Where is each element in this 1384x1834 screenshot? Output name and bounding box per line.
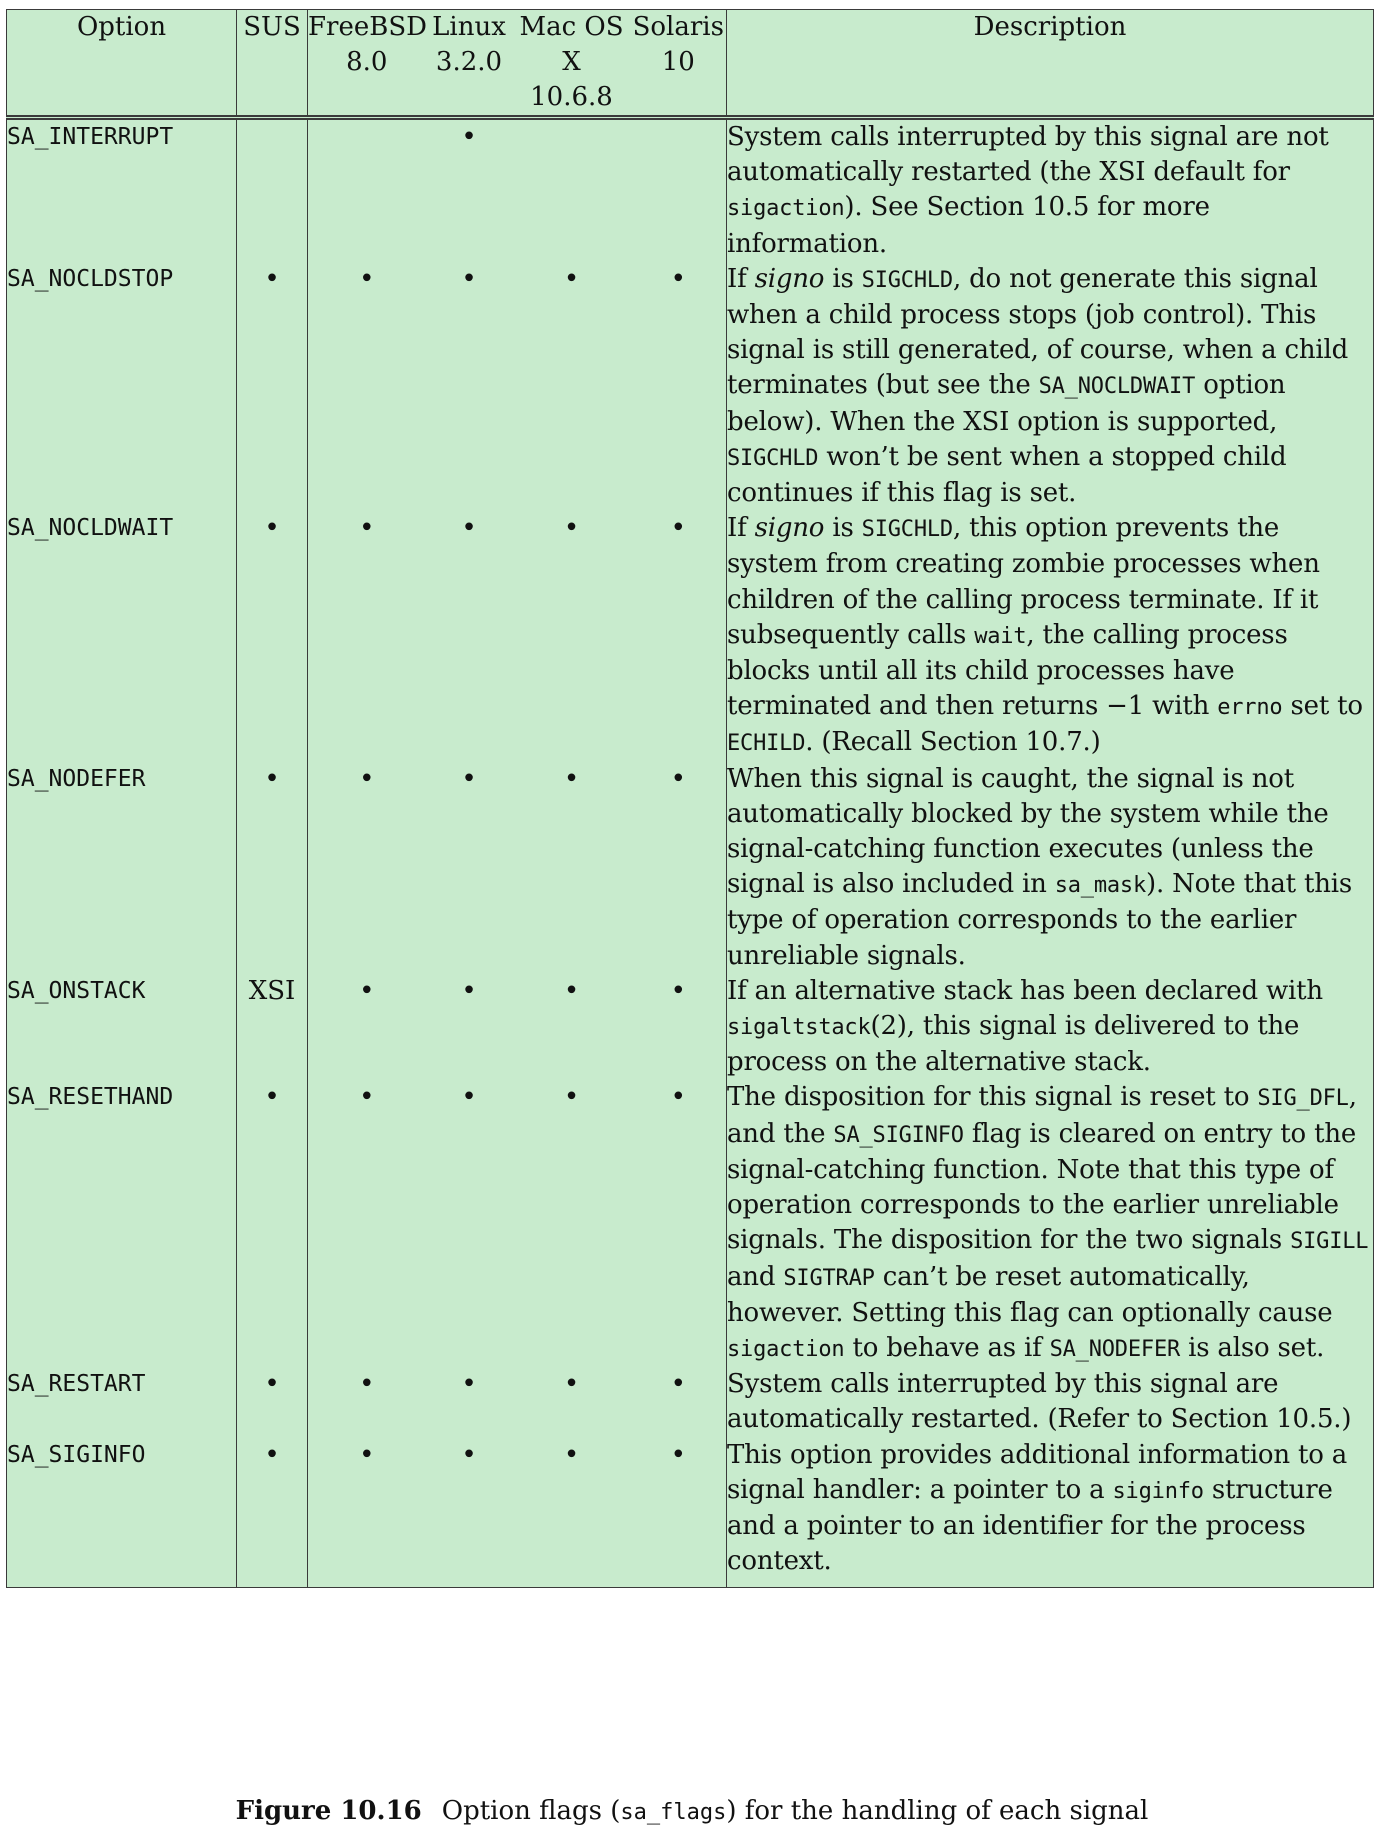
table-row [7, 762, 1374, 974]
freebsd-support-mark: • [308, 1438, 426, 1588]
text-run: Option flags ( [441, 1796, 621, 1826]
freebsd-support-mark: • [308, 262, 426, 511]
code-text: sigaction [727, 196, 845, 222]
code-text: wait [974, 623, 1027, 649]
sus-support-mark: • [237, 262, 308, 511]
table-row [7, 118, 1374, 262]
text-run: System calls interrupted by this signal are not automatically restarted (the XSI default for [727, 122, 1329, 188]
figure-label: Figure 10.16 [235, 1796, 422, 1826]
macosx-support-mark: • [563, 263, 580, 294]
freebsd-support-mark: • [308, 511, 426, 761]
sus-support-mark: • [237, 511, 308, 761]
header-solaris-name: Solaris [632, 12, 724, 42]
code-text: SIGCHLD [861, 517, 953, 543]
text-run: , the calling process blocks until all its child processes have terminated and then returns −1 with [727, 619, 1288, 722]
table-row [7, 511, 1374, 761]
text-run: If [727, 263, 755, 294]
sus-support-mark: XSI [237, 974, 308, 1081]
sus-support-mark: • [237, 1438, 308, 1588]
header-sus: SUS [237, 10, 308, 118]
code-text: SA_NOCLDWAIT [1038, 374, 1196, 400]
option-name: SA_NODEFER [7, 762, 237, 974]
table-row [7, 262, 1374, 511]
header-macosx-version: 10.6.8 [530, 82, 613, 112]
option-name: SA_SIGINFO [7, 1438, 237, 1588]
linux-support-mark: • [461, 513, 477, 544]
solaris-support-mark: • [631, 1367, 727, 1437]
code-text: SIGILL [1290, 1229, 1369, 1255]
code-text: SA_NODEFER [1049, 1336, 1181, 1362]
header-description: Description [727, 10, 1374, 118]
text-run: . (Recall Section 10.7.) [805, 727, 1101, 758]
solaris-support-mark: • [631, 762, 727, 974]
freebsd-support-mark [308, 118, 426, 262]
sus-support-mark: • [237, 1080, 308, 1367]
option-description [727, 762, 1374, 974]
text-run: is [824, 513, 862, 544]
text-run: and [727, 1261, 784, 1292]
linux-support-mark: • [461, 122, 477, 152]
option-name: SA_ONSTACK [7, 974, 237, 1081]
option-name: SA_RESTART [7, 1367, 237, 1437]
text-run: option below). When the XSI option is supported, [727, 370, 1286, 437]
text-run: structure and a pointer to an identifier for the process context. [727, 1474, 1333, 1577]
linux-support-mark: • [461, 263, 477, 294]
linux-support-mark: • [461, 1439, 477, 1470]
text-run: can’t be reset automatically, however. Setting this flag can optionally cause [727, 1261, 1333, 1328]
macosx-support-mark: • [563, 975, 580, 1006]
sus-support-mark [237, 118, 308, 262]
code-text: sigaltstack [727, 1015, 871, 1041]
table-row [7, 974, 1374, 1081]
code-text: SIGCHLD [861, 267, 953, 293]
header-macosx [513, 10, 631, 118]
header-freebsd-name: FreeBSD [308, 12, 428, 42]
option-name: SA_INTERRUPT [7, 118, 237, 262]
solaris-support-mark: • [631, 262, 727, 511]
text-run: to behave as if [844, 1332, 1050, 1363]
freebsd-support-mark: • [308, 1367, 426, 1437]
header-linux-name: Linux [432, 12, 506, 42]
code-text: sa_flags [620, 1800, 727, 1825]
text-run: won’t be sent when a stopped child continues if this flag is set. [727, 441, 1287, 509]
text-run: This option provides additional information to a signal handler: a pointer to a [727, 1439, 1348, 1505]
macosx-support-mark: • [563, 1439, 580, 1470]
option-name: SA_RESETHAND [7, 1080, 237, 1367]
text-run: The disposition for this signal is reset to [727, 1082, 1258, 1113]
option-description [727, 1438, 1374, 1588]
sus-support-mark: • [237, 1367, 308, 1437]
option-name: SA_NOCLDWAIT [7, 511, 237, 761]
table-header [7, 10, 1374, 118]
text-run: , and the [727, 1082, 1357, 1149]
header-freebsd-version: 8.0 [346, 47, 388, 77]
header-freebsd [308, 10, 426, 118]
table-row [7, 1080, 1374, 1367]
solaris-support-mark: • [631, 1080, 727, 1367]
italic-text: signo [754, 263, 825, 294]
code-text: SIG_DFL [1257, 1086, 1349, 1112]
code-text: errno [1217, 695, 1283, 721]
solaris-support-mark [631, 118, 727, 262]
text-run: ). Note that this type of operation corresponds to the earlier unreliable signals. [727, 869, 1353, 971]
option-description [727, 974, 1374, 1081]
macosx-support-mark: • [563, 513, 580, 544]
option-description [727, 262, 1374, 511]
macosx-support-mark: • [563, 1369, 580, 1400]
text-run: System calls interrupted by this signal are automatically restarted. (Refer to Section 10.5.) [727, 1369, 1352, 1435]
linux-support-mark: • [461, 975, 477, 1006]
header-option: Option [7, 10, 237, 118]
table-row [7, 1367, 1374, 1437]
text-run: is [824, 263, 862, 294]
header-linux [426, 10, 513, 118]
figure-caption [0, 1796, 1384, 1826]
figure-caption-text [442, 1796, 1149, 1826]
table-body [7, 118, 1374, 1588]
text-run: flag is cleared on entry to the signal-catching function. Note that this type of operation corresponds to the earlier unreliable signals. The disposition for the two signals [727, 1118, 1357, 1256]
text-run: set to [1282, 691, 1363, 722]
header-macosx-name: Mac OS X [519, 12, 624, 77]
text-run: When this signal is caught, the signal is not automatically blocked by the system while the signal-catching function executes (unless the signal is also included in [727, 763, 1329, 900]
solaris-support-mark: • [631, 974, 727, 1081]
freebsd-support-mark: • [308, 762, 426, 974]
header-solaris [631, 10, 727, 118]
linux-support-mark: • [461, 1082, 477, 1113]
text-run: If [727, 513, 755, 544]
code-text: SIGTRAP [783, 1265, 875, 1291]
option-description [727, 511, 1374, 761]
freebsd-support-mark: • [308, 974, 426, 1081]
code-text: SIGCHLD [727, 445, 819, 471]
table-row [7, 1438, 1374, 1588]
text-run: , do not generate this signal when a child process stops (job control). This signal is still generated, of course, when a child terminates (but see the [727, 263, 1349, 401]
code-text: ECHILD [727, 731, 806, 757]
code-text: siginfo [1112, 1478, 1204, 1504]
linux-support-mark: • [461, 763, 477, 794]
code-text: sigaction [727, 1336, 845, 1362]
header-linux-version: 3.2.0 [435, 47, 503, 77]
text-run: is also set. [1180, 1332, 1325, 1363]
sus-support-mark: • [237, 762, 308, 974]
solaris-support-mark: • [631, 1438, 727, 1588]
macosx-support-mark: • [563, 1082, 580, 1113]
header-solaris-version: 10 [661, 47, 695, 77]
option-name: SA_NOCLDSTOP [7, 262, 237, 511]
option-description [727, 118, 1374, 262]
option-description [727, 1367, 1374, 1437]
solaris-support-mark: • [631, 511, 727, 761]
macosx-support-mark [513, 118, 631, 262]
text-run: , this option prevents the system from creating zombie processes when children of the calling process terminate. If it subsequently calls [727, 513, 1320, 650]
document-page [6, 9, 1374, 1588]
italic-text: signo [754, 513, 825, 544]
code-text: sa_mask [1054, 873, 1147, 899]
macosx-support-mark: • [563, 763, 580, 794]
option-description [727, 1080, 1374, 1367]
freebsd-support-mark: • [308, 1080, 426, 1367]
text-run: ) for the handling of each signal [726, 1796, 1149, 1826]
code-text: SA_SIGINFO [833, 1122, 964, 1148]
text-run: If an alternative stack has been declared with [727, 975, 1323, 1006]
text-run: (2), this signal is delivered to the process on the alternative stack. [727, 1011, 1300, 1078]
linux-support-mark: • [461, 1369, 477, 1400]
text-run: ). See Section 10.5 for more information. [727, 192, 1210, 259]
option-flags-table [6, 9, 1374, 1588]
